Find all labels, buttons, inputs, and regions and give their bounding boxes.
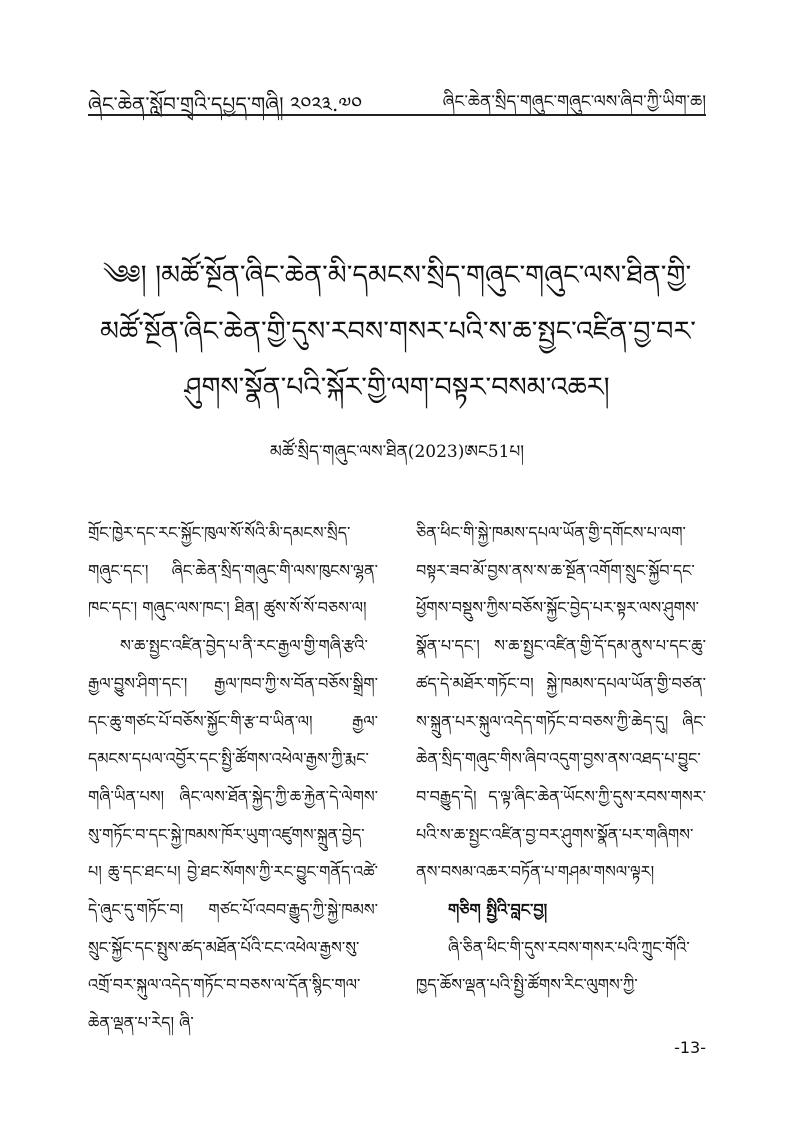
addressee-paragraph: གྲོང་ཁྱེར་དང་རང་སྐྱོང་ཁུལ་སོ་སོའི་མི་དམངས་སྲིད་གཞུང་དང་། ཞིང་ཆེན་སྲིད་གཞུང་གི་ལས་ཁུངས་ལྷན་ཁང་དང་། གཞུང་ལས་ཁང་། ཐིན། ཚུས་སོ་སོ་བཅས་ལ། [88, 523, 378, 618]
left-column [88, 514, 378, 1042]
title-line-2: མཚོ་སྔོན་ཞིང་ཆེན་གྱི་དུས་རབས་གསར་པའི་ས་ཆ་སྤྱང་འཛིན་བྱ་བར་ [100, 316, 696, 347]
section-paragraph: ཞི་ཅིན་ཕིང་གི་དུས་རབས་གསར་པའི་ཀྲུང་གོའི་ཁྱད་ཆོས་ལྡན་པའི་སྤྱི་ཚོགས་རིང་ལུགས་ཀྱི་ [416, 937, 690, 995]
purpose-paragraph: ཅིན་ཕིང་གི་སྐྱེ་ཁམས་དཔལ་ཡོན་གྱི་དགོངས་པ་ལག་བསྟར་ཟབ་མོ་བྱས་ནས་ས་ཆ་སྔོན་འགོག་སྲུང་སྐྱོབ་དང་ཕྱོགས་བསྡུས་ཀྱིས་བཅོས་སྐྱོང་བྱེད་པར་སྟར་ལས་ཤུགས་སྣོན་པ་དང་། ས་ཆ་སྤྱང་འཛིན་གྱི་དོ་དམ་ནུས་པ་དང་ཆུ་ཚད་དེ་མཐོར་གཏོང་བ། སྐྱེ་ཁམས་དཔལ་ཡོན་གྱི་བཙན་ས་སྐྲུན་པར་སྐུལ་འདེད་གཏོང་བ་བཅས་ཀྱི་ཆེད་དུ། ཞིང་ཆེན་སྲིད་གཞུང་གིས་ཞིབ་འདུག་བྱས་ནས་འཐད་པ་བྱུང་བ་བརྒྱུད་དེ། ད་ལྟ་ཞིང་ཆེན་ཡོངས་ཀྱི་དུས་རབས་གསར་པའི་ས་ཆ་སྤྱང་འཛིན་བྱ་བར་ཤུགས་སྣོན་པར་གཞིགས་ནས་བསམ་འཆར་བཏོན་པ་གཤམ་གསལ་ལྟར། [416, 523, 706, 882]
section-heading: གཅིག སྤྱིའི་བླང་བྱ། [448, 900, 548, 920]
section-header: ཞིང་ཆེན་སྲིད་གཞུང་གཞུང་ལས་ཞིབ་ཀྱི་ཡིག་ཆ། [442, 92, 706, 112]
intro-paragraph: ས་ཆ་སྤྱང་འཛིན་བྱེད་པ་ནི་རང་རྒྱལ་གྱི་གཞི་རྩའི་རྒྱལ་བྱུས་ཤིག་དང་། རྒྱལ་ཁབ་ཀྱི་ས་བོན་བཅོས་སྒྲིག་དང་ཆུ་གཙང་པོ་བཅོས་སྐྱོང་གི་རྩ་བ་ཡིན་ལ། རྒྱལ་དམངས་དཔལ་འབྱོར་དང་སྤྱི་ཚོགས་འཕེལ་རྒྱས་ཀྱི་རྨང་གཞི་ཡིན་པས། ཞིང་ལས་ཐོན་སྐྱེད་ཀྱི་ཆ་རྐྱེན་དེ་ལེགས་སུ་གཏོང་བ་དང་སྐྱེ་ཁམས་ཁོར་ཡུག་འཛུགས་སྐྲུན་བྱེད་པ། ཆུ་དང་ཐང་པ། བྱེ་ཐང་སོགས་ཀྱི་རང་བྱུང་གནོད་འཚེ་དེ་ཞུང་དུ་གཏོང་བ། གཙང་པོ་འབབ་རྒྱུད་ཀྱི་སྐྱེ་ཁམས་སྲུང་སྐྱོང་དང་སྤུས་ཚད་མཐོན་པོའི་ངང་འཕེལ་རྒྱས་སུ་འགྲོ་བར་སྐུལ་འདེད་གཏོང་བ་བཅས་ལ་དོན་སྙིང་གལ་ཆེན་ལྡན་པ་རེད། ཞི་ [88, 636, 378, 1033]
right-column [416, 514, 706, 1004]
title-line-3: ཤུགས་སྣོན་པའི་སྐོར་གྱི་ལག་བསྟར་བསམ་འཆར། [184, 372, 610, 403]
document-reference: མཚོ་སྲིད་གཞུང་ལས་ཐིན(2023)ཨང51པ། [269, 442, 525, 462]
page-number: -13- [674, 1038, 706, 1057]
title-line-1: ༄༅། །མཚོ་སྔོན་ཞིང་ཆེན་མི་དམངས་སྲིད་གཞུང་གཞུང་ལས་ཐིན་གྱི་ [102, 260, 692, 291]
header-divider [88, 114, 706, 116]
document-title [100, 248, 694, 416]
journal-header: ཞེང་ཆེན་སློབ་གྲྭའི་དཔྱད་གཞི། ༢༠༢༣.༧༠ [88, 92, 363, 116]
